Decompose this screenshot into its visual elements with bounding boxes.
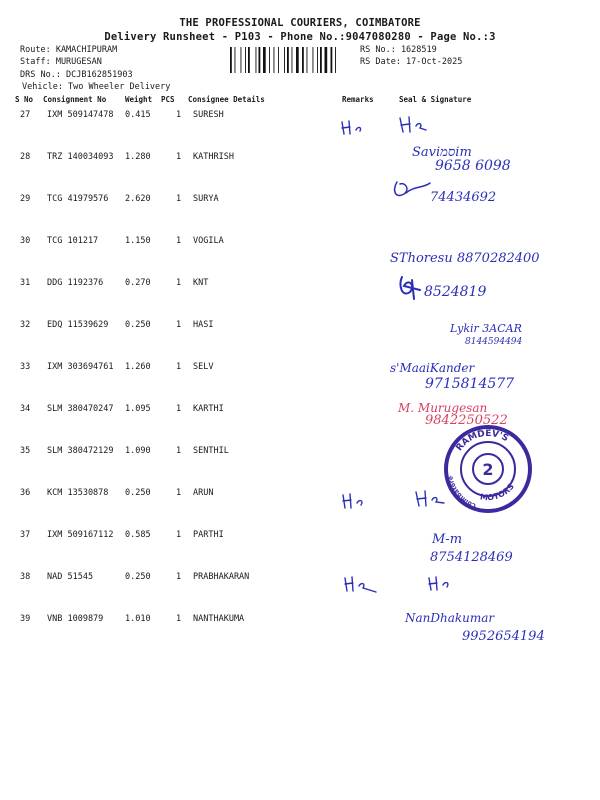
row-consignee: KNT [193,278,209,288]
svg-text:9715814577: 9715814577 [425,376,515,392]
svg-text:9842250522: 9842250522 [425,413,508,428]
row-pcs: 1 [176,404,182,414]
row-consignment: VNB 1009879 [47,614,104,624]
row-consignment: TRZ 140034093 [47,152,114,162]
row-sno: 37 [20,530,31,540]
barcode-bar [245,47,246,73]
barcode-bar [313,47,314,73]
row-weight: 0.585 [125,530,151,540]
svg-text:M. Murugesan: M. Murugesan [398,401,488,415]
row-weight: 0.250 [125,572,151,582]
runsheet-title: Delivery Runsheet - P103 - Phone No.:9047080280 - Page No.:3 [104,31,496,43]
row-pcs: 1 [176,152,182,162]
table-row [0,362,600,402]
row-sno: 36 [20,488,31,498]
row-pcs: 1 [176,530,182,540]
row-consignment: TCG 101217 [47,236,99,246]
row-weight: 0.250 [125,488,151,498]
barcode-bar [248,47,250,73]
row-consignment: SLM 380472129 [47,446,114,456]
row-sno: 27 [20,110,31,120]
svg-text:8144594494: 8144594494 [465,337,523,347]
row-sno: 33 [20,362,31,372]
row-pcs: 1 [176,362,182,372]
stamp-top-text: RAMDEV'S [454,428,510,454]
row-consignment: IXM 303694761 [47,362,114,372]
staff-label: Staff: MURUGESAN [20,57,102,67]
barcode-bar [269,47,270,73]
company-stamp-icon [443,424,533,514]
row-weight: 0.415 [125,110,151,120]
svg-text:9952654194: 9952654194 [462,629,545,644]
row-consignment: SLM 380470247 [47,404,114,414]
row-pcs: 1 [176,488,182,498]
row-consignee: NANTHAKUMA [193,614,245,624]
drs-number: DRS No.: DCJB162851903 [20,70,133,80]
row-weight: 1.090 [125,446,151,456]
table-row [0,614,600,654]
svg-text:9658 6098: 9658 6098 [435,158,511,174]
row-consignment: NAD 51545 [47,572,94,582]
barcode-bar [284,47,285,73]
row-sno: 31 [20,278,31,288]
svg-text:s'MaaiKander: s'MaaiKander [390,361,475,375]
barcode-bar [307,47,308,73]
row-sno: 38 [20,572,31,582]
svg-text:74434692: 74434692 [430,190,497,205]
stamp-left-text: Coimbatore [447,475,478,510]
barcode-bar [287,47,289,73]
row-consignee: KATHRISH [193,152,234,162]
barcode-icon [230,47,356,73]
col-header-seal: Seal & Signature [399,95,472,104]
row-weight: 1.260 [125,362,151,372]
row-weight: 1.095 [125,404,151,414]
svg-text:M-m: M-m [432,532,463,547]
row-consignment: DDG 1192376 [47,278,104,288]
svg-text:MOTORS [479,482,516,503]
barcode-bar [331,47,333,73]
row-weight: 2.620 [125,194,151,204]
row-pcs: 1 [176,236,182,246]
svg-text:RAMDEV'S [455,429,510,453]
row-consignment: EDQ 11539629 [47,320,109,330]
row-consignment: IXM 509147478 [47,110,114,120]
row-sno: 35 [20,446,31,456]
row-pcs: 1 [176,320,182,330]
table-row [0,152,600,192]
barcode-bar [259,47,261,73]
stamp-bottom-text: MOTORS [479,481,516,503]
row-consignment: TCG 41979576 [47,194,109,204]
barcode-bar [317,47,318,73]
row-sno: 34 [20,404,31,414]
col-header-pcs: PCS [161,95,175,104]
row-sno: 30 [20,236,31,246]
col-header-sno: S No [15,95,34,104]
row-pcs: 1 [176,572,182,582]
row-sno: 39 [20,614,31,624]
barcode-bar [241,47,242,73]
barcode-bar [292,47,293,73]
table-row [0,110,600,150]
row-consignment: KCM 13530878 [47,488,109,498]
row-consignee: SELV [193,362,214,372]
barcode-bar [235,47,236,73]
row-consignee: PARTHI [193,530,224,540]
row-pcs: 1 [176,278,182,288]
row-consignee: HASI [193,320,214,330]
table-row [0,278,600,318]
company-title: THE PROFESSIONAL COURIERS, COIMBATORE [179,17,421,29]
row-weight: 1.010 [125,614,151,624]
barcode-bar [263,47,266,73]
barcode-bar [335,47,336,73]
row-pcs: 1 [176,110,182,120]
col-header-weight: Weight [125,95,153,104]
row-consignee: VOGILA [193,236,224,246]
row-sno: 32 [20,320,31,330]
barcode-bar [278,47,279,73]
route-label: Route: KAMACHIPURAM [20,45,118,55]
col-header-consignment: Consignment No [43,95,107,104]
table-row [0,236,600,276]
col-header-remarks: Remarks [342,95,374,104]
row-sno: 28 [20,152,31,162]
svg-text:NanDhakumar: NanDhakumar [405,611,495,625]
svg-text:8524819: 8524819 [424,284,487,300]
table-row [0,320,600,360]
row-consignee: SENTHIL [193,446,229,456]
stamp-center: 2 [482,460,494,479]
table-row [0,530,600,570]
row-pcs: 1 [176,194,182,204]
barcode-bar [296,47,299,73]
vehicle-label: Vehicle: Two Wheeler Delivery [22,82,171,92]
row-consignee: ARUN [193,488,214,498]
row-pcs: 1 [176,614,182,624]
barcode-bar [325,47,328,73]
barcode-bar [256,47,257,73]
col-header-consignee: Consignee Details [188,95,265,104]
barcode-bar [320,47,322,73]
row-sno: 29 [20,194,31,204]
svg-text:SThoresu 8870282400: SThoresu 8870282400 [390,251,540,266]
row-consignment: IXM 509167112 [47,530,114,540]
barcode-bar [274,47,275,73]
row-pcs: 1 [176,446,182,456]
row-weight: 1.150 [125,236,151,246]
svg-text:Lykir 3ACAR: Lykir 3ACAR [450,322,522,335]
table-row [0,194,600,234]
rs-number: RS No.: 1628519 [360,45,437,55]
row-weight: 0.270 [125,278,151,288]
barcode-bar [302,47,304,73]
svg-text:8754128469: 8754128469 [430,550,513,565]
row-weight: 1.280 [125,152,151,162]
row-consignee: PRABHAKARAN [193,572,250,582]
table-row [0,572,600,612]
svg-text:Saviסמim: Saviסמim [412,145,472,160]
row-consignee: KARTHI [193,404,224,414]
rs-date: RS Date: 17-Oct-2025 [360,57,463,67]
barcode-bar [230,47,232,73]
row-weight: 0.250 [125,320,151,330]
row-consignee: SURESH [193,110,224,120]
row-consignee: SURYA [193,194,219,204]
